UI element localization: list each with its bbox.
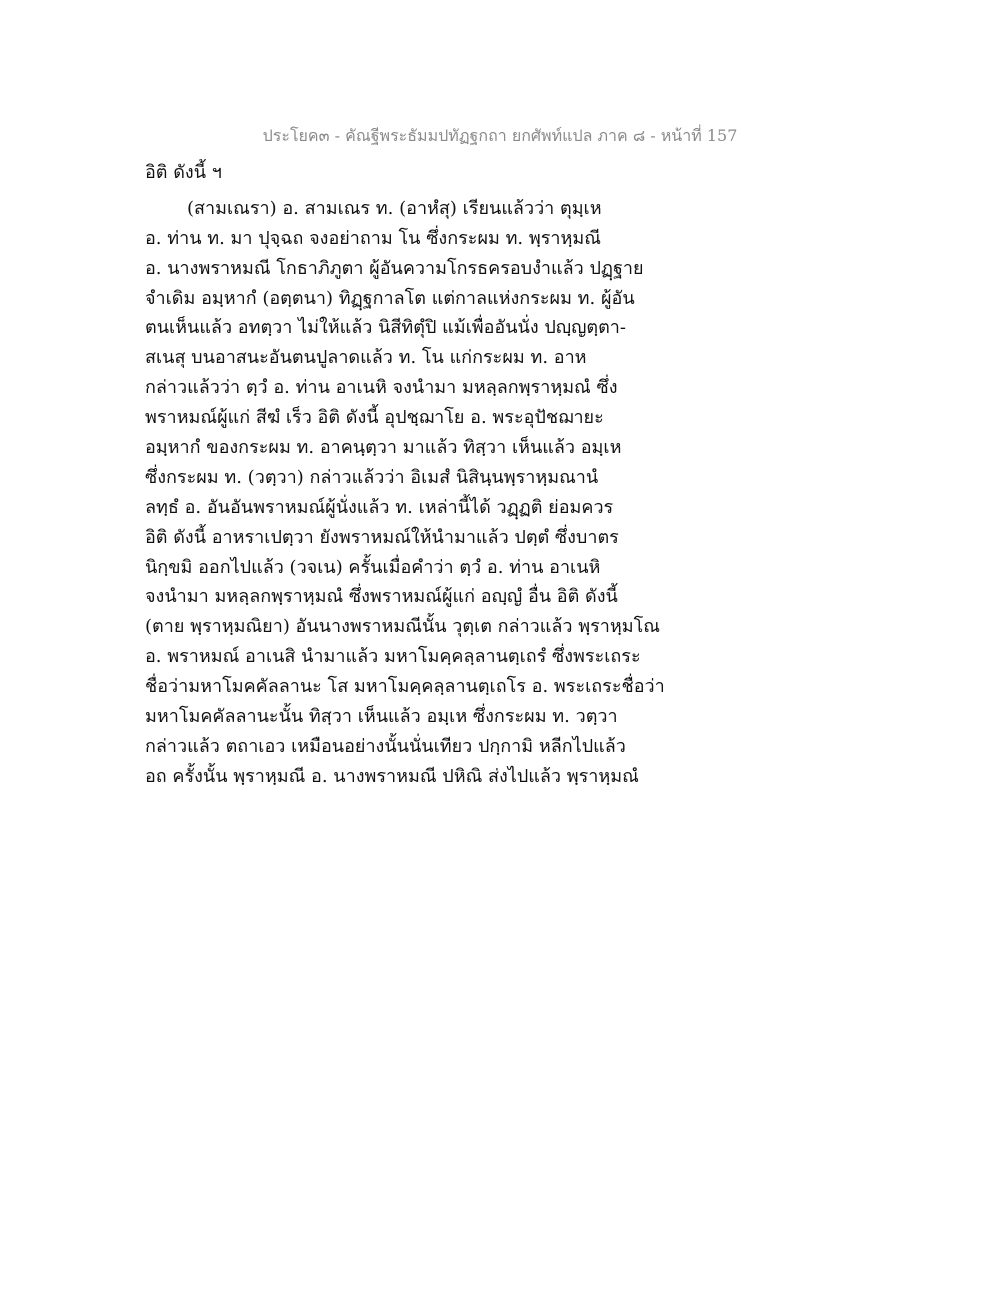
text-line: สเนสุ บนอาสนะอันตนปูลาดแล้ว ท. โน แก่กระผม ท. อาห bbox=[145, 347, 587, 369]
text-line: อ. นางพราหมณี โกธาภิภูตา ผู้อันความโกรธครอบงำแล้ว ปฏฺฐาย bbox=[145, 257, 644, 279]
text-line: (สามเณรา) อ. สามเณร ท. (อาหํสุ) เรียนแล้วว่า ตุมฺเห bbox=[187, 197, 602, 219]
text-line: กล่าวแล้ว ตถาเอว เหมือนอย่างนั้นนั่นเทียว ปกฺกามิ หลีกไปแล้ว bbox=[145, 735, 626, 757]
text-line: อมฺหากํ ของกระผม ท. อาคนฺตฺวา มาแล้ว ทิสฺวา เห็นแล้ว อมฺเห bbox=[145, 437, 622, 459]
text-line: จงนำมา มหลฺลกพฺราหฺมณํ ซึ่งพราหมณ์ผู้แก่ อญฺญํ อื่น อิติ ดังนี้ bbox=[145, 586, 618, 608]
text-line: ลทฺธํ อ. อันอันพราหมณ์ผู้นั่งแล้ว ท. เหล่านี้ได้ วฏฺฏติ ย่อมควร bbox=[145, 496, 614, 518]
running-header: ประโยค๓ - คัณฐีพระธัมมปทัฏฐกถา ยกศัพท์แปล ภาค ๘ - หน้าที่ 157 bbox=[262, 126, 738, 145]
text-line: อถ ครั้งนั้น พฺราหฺมณี อ. นางพราหมณี ปหิณิ ส่งไปแล้ว พฺราหฺมณํ bbox=[145, 765, 639, 787]
text-line: กล่าวแล้วว่า ตฺวํ อ. ท่าน อาเนหิ จงนำมา มหลฺลกพฺราหฺมณํ ซึ่ง bbox=[145, 377, 618, 399]
text-line: อ. ท่าน ท. มา ปุจฺฉถ จงอย่าถาม โน ซึ่งกระผม ท. พฺราหฺมณี bbox=[145, 227, 601, 249]
text-line: ตนเห็นแล้ว อทตฺวา ไม่ให้แล้ว นิสีทิตุํปิ แม้เพื่ออันนั่ง ปญฺญตฺตา- bbox=[145, 317, 626, 339]
text-line: ชื่อว่ามหาโมคคัลลานะ โส มหาโมคฺคลฺลานตฺเถโร อ. พระเถระชื่อว่า bbox=[145, 676, 665, 698]
text-line: (ตาย พฺราหฺมณิยา) อันนางพราหมณีนั้น วุตฺเต กล่าวแล้ว พฺราหฺมโณ bbox=[145, 616, 660, 638]
text-line: พราหมณ์ผู้แก่ สีฆํ เร็ว อิติ ดังนี้ อุปชฺฌาโย อ. พระอุปัชฌายะ bbox=[145, 407, 604, 429]
text-line: อ. พราหมณ์ อาเนสิ นำมาแล้ว มหาโมคฺคลฺลานตฺเถรํ ซึ่งพระเถระ bbox=[145, 646, 641, 668]
text-line: อิติ ดังนี้ อาหราเปตฺวา ยังพราหมณ์ให้นำมาแล้ว ปตฺตํ ซึ่งบาตร bbox=[145, 526, 619, 548]
text-line: นิกฺขมิ ออกไปแล้ว (วจเน) ครั้นเมื่อคำว่า ตฺวํ อ. ท่าน อาเนหิ bbox=[145, 556, 601, 578]
text-line: มหาโมคคัลลานะนั้น ทิสฺวา เห็นแล้ว อมฺเห ซึ่งกระผม ท. วตฺวา bbox=[145, 706, 618, 728]
text-line: จำเดิม อมฺหากํ (อตฺตนา) ทิฏฺฐกาลโต แต่กาลแห่งกระผม ท. ผู้อัน bbox=[145, 287, 635, 309]
text-line: ซึ่งกระผม ท. (วตฺวา) กล่าวแล้วว่า อิเมสํ นิสินฺนพฺราหฺมณานํ bbox=[145, 466, 599, 488]
text-line: อิติ ดังนี้ ฯ bbox=[145, 162, 222, 183]
body-text bbox=[145, 158, 705, 792]
